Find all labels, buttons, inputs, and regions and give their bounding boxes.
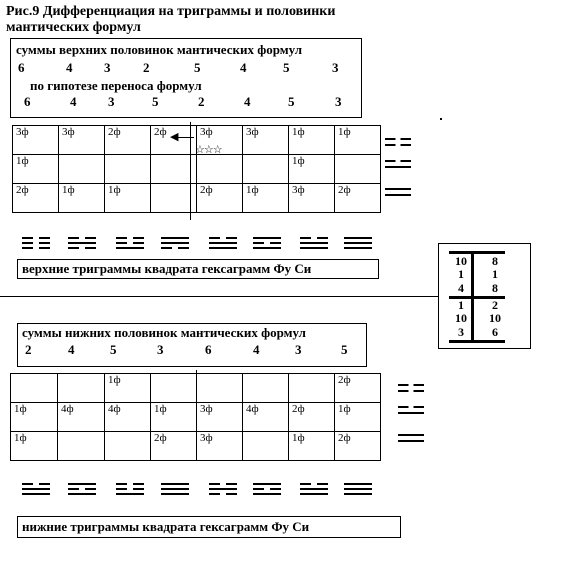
lower-sum-5: 6 (205, 342, 212, 357)
lower-sum-4: 3 (157, 342, 164, 357)
lower-grid-cell (151, 374, 197, 403)
upper-grid-cell: 3ф (243, 126, 289, 155)
upper-grid-cell: 1ф (289, 126, 335, 155)
lower-grid-divider (196, 370, 197, 460)
small-dot (440, 118, 442, 120)
lower-grid-cell: 2ф (335, 374, 381, 403)
lower-grid-cell (58, 432, 105, 461)
lower-grid-cell: 1ф (289, 432, 335, 461)
upper-grid-cell (197, 155, 243, 184)
upper-grid-cell: 3ф (289, 184, 335, 213)
lower-trigram-2 (68, 483, 96, 498)
figure-title-line2: мантических формул (6, 20, 141, 35)
trigram-side-lower-2 (398, 406, 424, 418)
lower-trigram-4 (161, 483, 189, 498)
lower-grid-cell: 4ф (105, 403, 151, 432)
horizontal-divider (0, 296, 438, 297)
upper-sum-8: 3 (332, 60, 339, 75)
side-value-left: 3 (458, 325, 464, 339)
upper-sum-4: 2 (143, 60, 150, 75)
hypothesis-sum-2: 4 (70, 94, 77, 109)
upper-grid-cell (243, 155, 289, 184)
lower-trigram-5 (209, 483, 237, 498)
upper-grid-cell: 1ф (13, 155, 59, 184)
hypothesis-sum-1: 6 (24, 94, 31, 109)
upper-sum-3: 3 (104, 60, 111, 75)
upper-hypothesis-label: по гипотезе переноса формул (30, 78, 202, 93)
lower-grid-cell: 2ф (335, 432, 381, 461)
upper-grid-row (13, 184, 381, 213)
lower-grid-cell: 3ф (197, 403, 243, 432)
lower-sum-7: 3 (295, 342, 302, 357)
side-value-right: 8 (492, 254, 498, 268)
upper-trigram-2 (68, 237, 96, 252)
upper-trigram-1 (22, 237, 50, 252)
upper-grid-cell (59, 155, 105, 184)
lower-grid-cell: 4ф (58, 403, 105, 432)
upper-grid-cell: 3ф (13, 126, 59, 155)
upper-grid-cell: 3ф (59, 126, 105, 155)
side-value-right: 6 (492, 325, 498, 339)
upper-trigram-5 (209, 237, 237, 252)
lower-trigram-7 (300, 483, 328, 498)
upper-grid-cell: 1ф (289, 155, 335, 184)
lower-grid-cell: 4ф (243, 403, 289, 432)
upper-grid-cell: 1ф (335, 126, 381, 155)
upper-grid-cell: 2ф (151, 126, 197, 155)
upper-grid-cell: 1ф (243, 184, 289, 213)
lower-grid-cell: 1ф (335, 403, 381, 432)
lower-grid-cell (243, 374, 289, 403)
lower-grid-cell: 1ф (11, 403, 58, 432)
lower-grid-cell (289, 374, 335, 403)
side-value-left: 10 (455, 311, 467, 325)
lower-sum-3: 5 (110, 342, 117, 357)
lower-grid-cell: 2ф (289, 403, 335, 432)
side-value-right: 8 (492, 281, 498, 295)
lower-sum-1: 2 (25, 342, 32, 357)
upper-caption: верхние триграммы квадрата гексаграмм Фу Си (17, 259, 379, 279)
upper-sum-7: 5 (283, 60, 290, 75)
side-value-right: 2 (492, 298, 498, 312)
trigram-side-upper-2 (385, 160, 411, 172)
lower-grid-cell (197, 374, 243, 403)
upper-grid-cell: 2ф (335, 184, 381, 213)
side-value-left: 10 (455, 254, 467, 268)
upper-grid (12, 125, 381, 213)
lower-grid-cell (58, 374, 105, 403)
upper-trigram-7 (300, 237, 328, 252)
upper-sum-1: 6 (18, 60, 25, 75)
trigram-side-lower-1 (398, 384, 424, 396)
lower-trigram-3 (116, 483, 144, 498)
lower-grid-cell: 2ф (151, 432, 197, 461)
trigram-side-upper-1 (385, 138, 411, 150)
lower-grid-cell (11, 374, 58, 403)
upper-trigram-6 (253, 237, 281, 252)
upper-sums-label: суммы верхних половинок мантических формул (16, 42, 303, 57)
side-value-left: 1 (458, 267, 464, 281)
side-box-bottom-bar (449, 340, 505, 343)
stars-mark: ☆☆☆ (195, 144, 222, 156)
lower-sum-6: 4 (253, 342, 260, 357)
figure-title-line1: Рис.9 Дифференциация на триграммы и половинки (6, 4, 336, 19)
upper-grid-cell (105, 155, 151, 184)
trigram-side-upper-3 (385, 188, 411, 200)
arrow-shaft (176, 137, 194, 138)
upper-grid-cell: 2ф (105, 126, 151, 155)
upper-grid-cell: 2ф (197, 184, 243, 213)
upper-grid-cell: 3ф (197, 126, 243, 155)
arrow-left-icon: ◀ (170, 131, 179, 143)
lower-grid-cell: 1ф (105, 374, 151, 403)
hypothesis-sum-3: 3 (108, 94, 115, 109)
hypothesis-sum-6: 4 (244, 94, 251, 109)
upper-grid-cell: 2ф (13, 184, 59, 213)
lower-grid-cell: 1ф (151, 403, 197, 432)
upper-sum-2: 4 (66, 60, 73, 75)
upper-grid-row (13, 155, 381, 184)
lower-sums-label: суммы нижних половинок мантических формул (22, 325, 306, 340)
upper-trigram-3 (116, 237, 144, 252)
upper-sum-5: 5 (194, 60, 201, 75)
upper-grid-cell: 1ф (105, 184, 151, 213)
side-value-right: 1 (492, 267, 498, 281)
hypothesis-sum-5: 2 (198, 94, 205, 109)
trigram-side-lower-3 (398, 434, 424, 446)
upper-grid-cell: 1ф (59, 184, 105, 213)
lower-sum-8: 5 (341, 342, 348, 357)
lower-trigram-6 (253, 483, 281, 498)
upper-sum-6: 4 (240, 60, 247, 75)
upper-trigram-8 (344, 237, 372, 252)
lower-caption: нижние триграммы квадрата гексаграмм Фу Си (17, 516, 401, 538)
lower-sum-2: 4 (68, 342, 75, 357)
lower-grid-cell (243, 432, 289, 461)
upper-grid-cell (335, 155, 381, 184)
figure-title (6, 4, 335, 36)
side-value-right: 10 (489, 311, 501, 325)
side-value-left: 4 (458, 281, 464, 295)
hypothesis-sum-4: 5 (152, 94, 159, 109)
lower-grid-cell: 1ф (11, 432, 58, 461)
hypothesis-sum-7: 5 (288, 94, 295, 109)
lower-grid-cell (105, 432, 151, 461)
lower-trigram-8 (344, 483, 372, 498)
lower-trigram-1 (22, 483, 50, 498)
side-value-left: 1 (458, 298, 464, 312)
upper-trigram-4 (161, 237, 189, 252)
lower-grid-cell: 3ф (197, 432, 243, 461)
hypothesis-sum-8: 3 (335, 94, 342, 109)
